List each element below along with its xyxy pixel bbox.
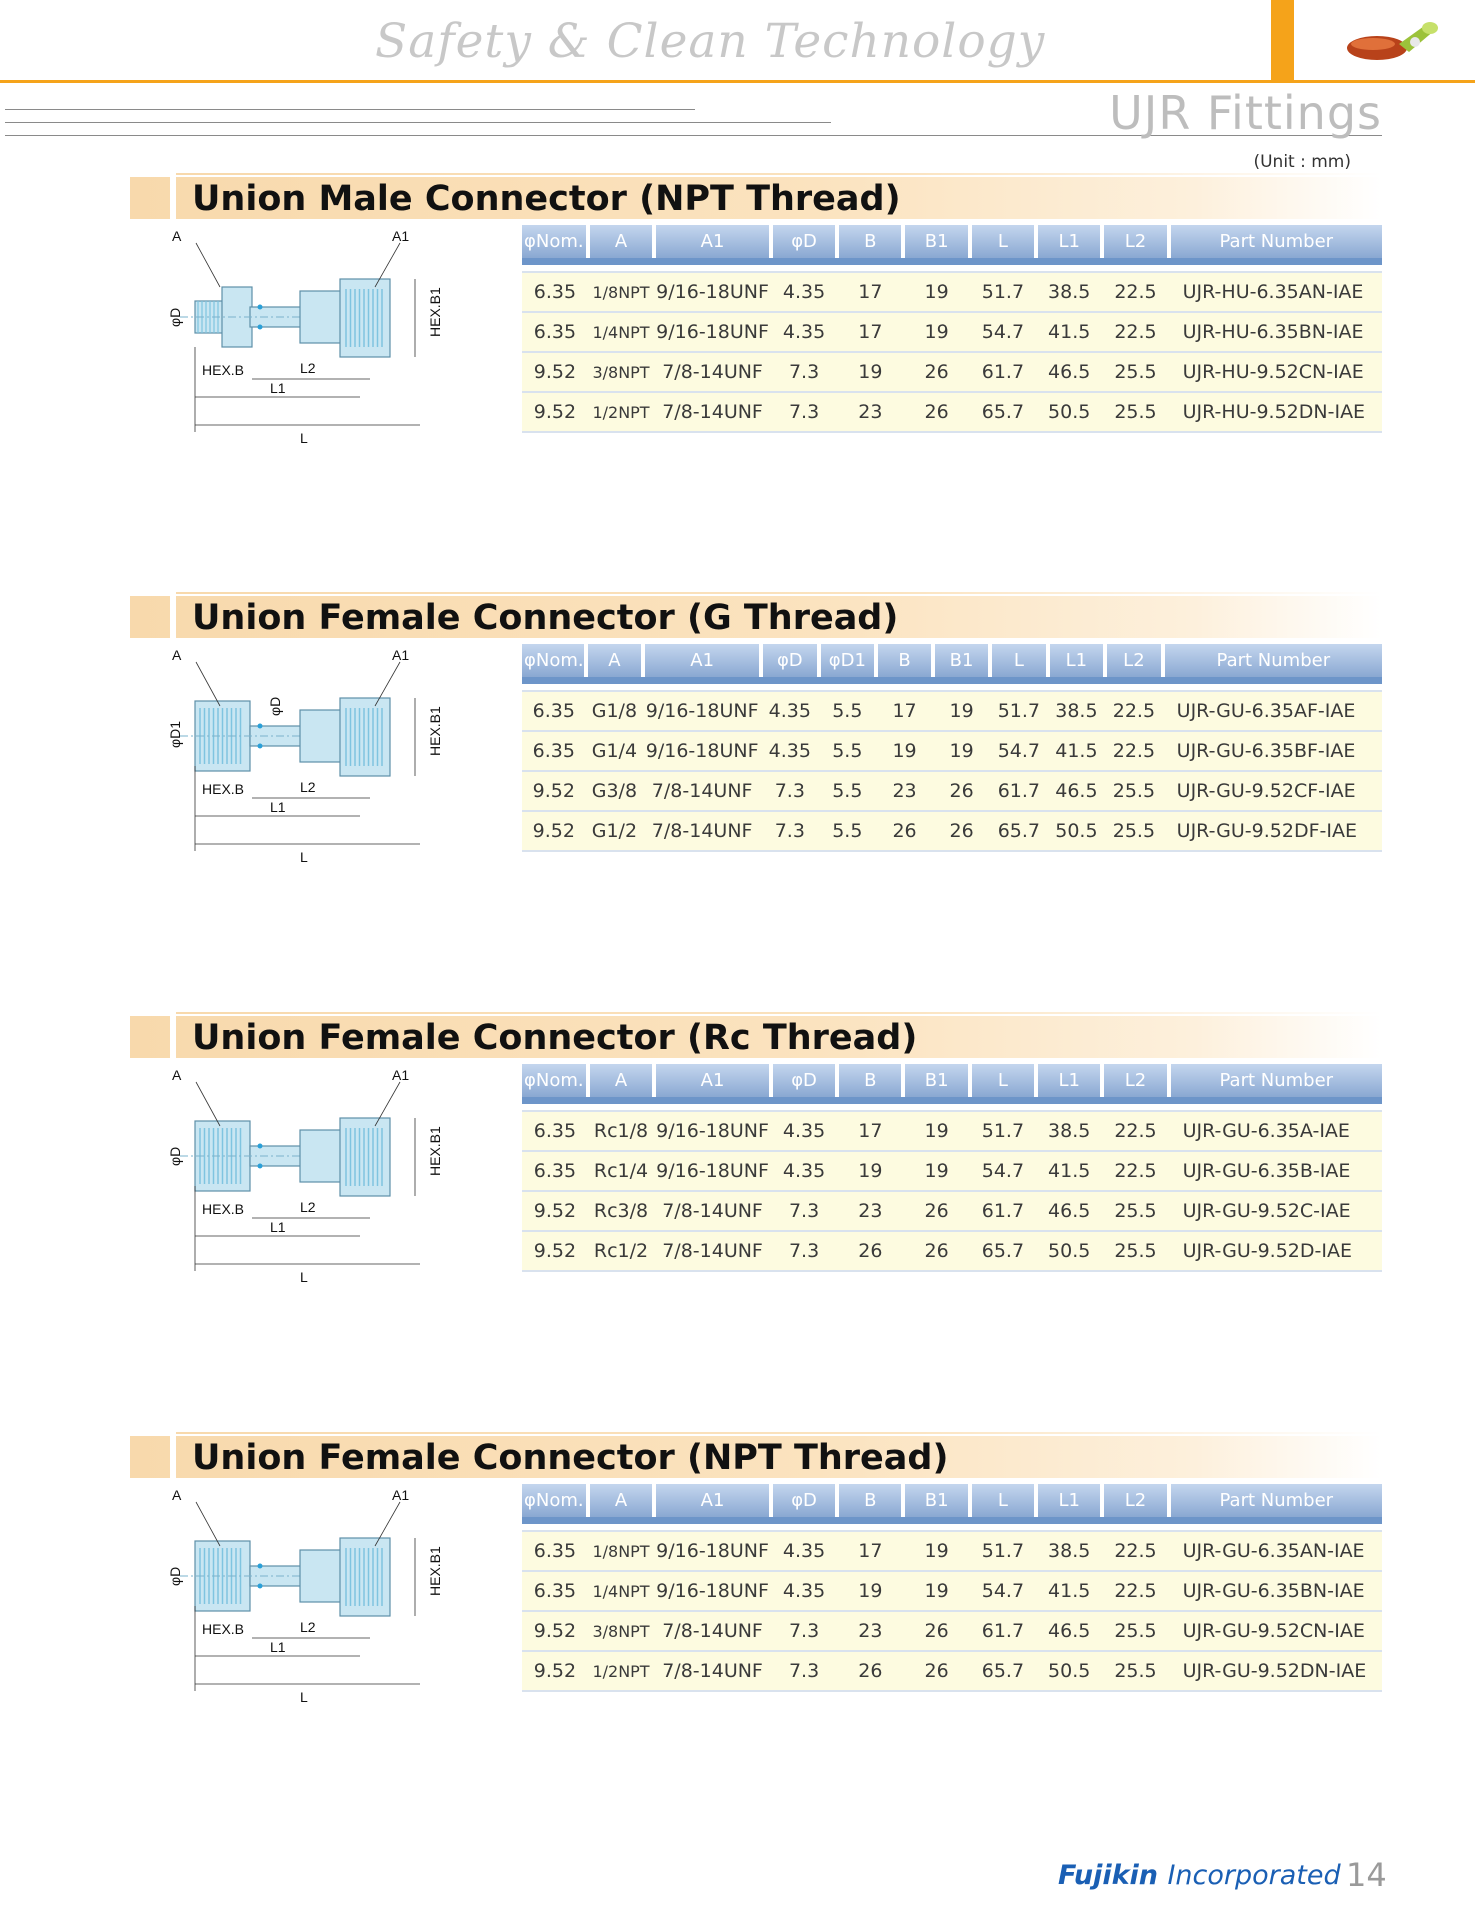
column-header: B1 xyxy=(933,644,990,677)
table-cell: 9/16-18UNF xyxy=(654,1111,771,1151)
table-cell: 22.5 xyxy=(1105,731,1163,771)
table-cell: 25.5 xyxy=(1102,392,1168,432)
accent-bar xyxy=(1271,0,1294,82)
fitting-cross-section xyxy=(160,1066,460,1296)
table-cell: 19 xyxy=(837,1151,903,1191)
fitting-drawing xyxy=(160,227,460,457)
label-a: A xyxy=(172,1487,182,1503)
table-header-row xyxy=(522,1064,1382,1097)
column-header: L1 xyxy=(1048,644,1106,677)
section-title: Union Female Connector (G Thread) xyxy=(192,598,899,638)
table-cell: 38.5 xyxy=(1036,1111,1102,1151)
table-cell: 7.3 xyxy=(771,352,837,392)
table-cell: 7.3 xyxy=(761,771,819,811)
column-header: A xyxy=(588,225,654,258)
table-row xyxy=(522,392,1382,432)
table-cell: Rc3/8 xyxy=(588,1191,654,1231)
table-cell: 1/2NPT xyxy=(588,392,654,432)
column-header: A1 xyxy=(654,1064,771,1097)
table-header-row xyxy=(522,644,1382,677)
unit-note: (Unit : mm) xyxy=(1253,152,1351,172)
table-cell: 9.52 xyxy=(522,1611,588,1651)
table-cell: 22.5 xyxy=(1105,691,1163,731)
table-cell: 25.5 xyxy=(1102,1231,1168,1271)
table-header-row xyxy=(522,225,1382,258)
table-row xyxy=(522,811,1382,851)
table-cell: 25.5 xyxy=(1105,771,1163,811)
column-header: L xyxy=(970,1064,1036,1097)
table-cell: 7/8-14UNF xyxy=(654,1191,771,1231)
column-header: A1 xyxy=(654,1484,771,1517)
label-l1: L1 xyxy=(270,799,286,815)
part-number-cell: UJR-GU-6.35B-IAE xyxy=(1169,1151,1382,1191)
table-cell: 25.5 xyxy=(1105,811,1163,851)
table-cell: 1/8NPT xyxy=(588,272,654,312)
table-cell: 38.5 xyxy=(1048,691,1106,731)
label-d: φD xyxy=(167,1146,183,1166)
table-cell: 22.5 xyxy=(1102,272,1168,312)
table-cell: G1/4 xyxy=(586,731,644,771)
table-cell: 22.5 xyxy=(1102,1111,1168,1151)
table-cell: 9/16-18UNF xyxy=(643,731,761,771)
table-cell: 54.7 xyxy=(970,312,1036,352)
label-l: L xyxy=(300,1269,308,1285)
label-a: A xyxy=(172,647,182,663)
label-hexb: HEX.B xyxy=(202,781,245,797)
column-header: B1 xyxy=(903,1484,969,1517)
table-cell: 7/8-14UNF xyxy=(654,392,771,432)
table-cell: 22.5 xyxy=(1102,1531,1168,1571)
table-cell: 41.5 xyxy=(1036,1571,1102,1611)
table-cell: 4.35 xyxy=(771,1531,837,1571)
label-a: A xyxy=(172,228,182,244)
table-row xyxy=(522,1151,1382,1191)
label-d: φD xyxy=(167,307,183,327)
part-number-cell: UJR-GU-9.52CF-IAE xyxy=(1163,771,1382,811)
table-cell: 7/8-14UNF xyxy=(654,352,771,392)
table-cell: 7.3 xyxy=(771,1191,837,1231)
table-cell: 25.5 xyxy=(1102,352,1168,392)
header-rule-1 xyxy=(5,109,695,110)
tagline: Safety & Clean Technology xyxy=(375,14,1046,69)
section-topline xyxy=(176,173,1382,175)
table-cell: 1/2NPT xyxy=(588,1651,654,1691)
part-number-cell: UJR-GU-6.35AF-IAE xyxy=(1163,691,1382,731)
section-title: Union Female Connector (Rc Thread) xyxy=(192,1018,918,1058)
label-a1: A1 xyxy=(392,228,410,244)
table-cell: 19 xyxy=(903,272,969,312)
table-cell: 9/16-18UNF xyxy=(654,312,771,352)
table-cell: 41.5 xyxy=(1048,731,1106,771)
label-l1: L1 xyxy=(270,1639,286,1655)
column-header: φNom. xyxy=(522,1064,588,1097)
section-title: Union Male Connector (NPT Thread) xyxy=(192,179,901,219)
table-cell: 51.7 xyxy=(990,691,1048,731)
table-cell: 50.5 xyxy=(1036,1651,1102,1691)
table-cell: 5.5 xyxy=(819,771,876,811)
part-number-cell: UJR-GU-9.52DN-IAE xyxy=(1169,1651,1382,1691)
label-hexb1: HEX.B1 xyxy=(427,1546,443,1596)
table-cell: 4.35 xyxy=(771,312,837,352)
table-cell: 19 xyxy=(903,1531,969,1571)
column-header: L2 xyxy=(1102,1484,1168,1517)
table-cell: 26 xyxy=(933,771,990,811)
table-row xyxy=(522,1111,1382,1151)
part-number-cell: UJR-GU-6.35BN-IAE xyxy=(1169,1571,1382,1611)
column-header: φD xyxy=(761,644,819,677)
column-header: Part Number xyxy=(1169,1064,1382,1097)
table-cell: 9.52 xyxy=(522,392,588,432)
header-rule-2 xyxy=(5,122,831,123)
fitting-cross-section xyxy=(160,646,460,876)
spec-table xyxy=(522,1064,1382,1272)
table-cell: 9.52 xyxy=(522,1651,588,1691)
column-header: A1 xyxy=(654,225,771,258)
section-topline xyxy=(176,1432,1382,1434)
label-d: φD xyxy=(167,1566,183,1586)
table-cell: G1/8 xyxy=(586,691,644,731)
table-cell: 4.35 xyxy=(771,1571,837,1611)
brand-suffix: Incorporated xyxy=(1167,1860,1341,1891)
column-header: L xyxy=(970,225,1036,258)
column-header: L1 xyxy=(1036,1484,1102,1517)
table-cell: 17 xyxy=(876,691,933,731)
table-cell: 61.7 xyxy=(990,771,1048,811)
table-cell: 25.5 xyxy=(1102,1611,1168,1651)
table-cell: 5.5 xyxy=(819,691,876,731)
table-cell: 65.7 xyxy=(970,1231,1036,1271)
table-cell: 26 xyxy=(903,1231,969,1271)
table-cell: 41.5 xyxy=(1036,1151,1102,1191)
table-row xyxy=(522,1611,1382,1651)
table-cell: 7.3 xyxy=(761,811,819,851)
table-header-row xyxy=(522,1484,1382,1517)
table-cell: 4.35 xyxy=(771,272,837,312)
column-header: Part Number xyxy=(1163,644,1382,677)
company-logo xyxy=(1058,1860,1341,1891)
table-row xyxy=(522,1231,1382,1271)
label-d: φD xyxy=(267,696,283,716)
table-cell: 46.5 xyxy=(1048,771,1106,811)
table-cell: 25.5 xyxy=(1102,1191,1168,1231)
fitting-drawing xyxy=(160,646,460,876)
table-cell: 54.7 xyxy=(970,1571,1036,1611)
table-row xyxy=(522,272,1382,312)
table-cell: 7.3 xyxy=(771,1231,837,1271)
table-cell: 7/8-14UNF xyxy=(643,771,761,811)
label-a1: A1 xyxy=(392,1067,410,1083)
table-cell: 26 xyxy=(903,352,969,392)
table-cell: 9.52 xyxy=(522,1191,588,1231)
table-cell: 19 xyxy=(933,691,990,731)
section-topline xyxy=(176,592,1382,594)
table-cell: 25.5 xyxy=(1102,1651,1168,1691)
page-heading: UJR Fittings xyxy=(1109,86,1382,140)
table-cell: 6.35 xyxy=(522,1571,588,1611)
part-number-cell: UJR-HU-6.35BN-IAE xyxy=(1169,312,1382,352)
column-header: φNom. xyxy=(522,644,586,677)
table-row xyxy=(522,771,1382,811)
label-hexb1: HEX.B1 xyxy=(427,287,443,337)
table-cell: 4.35 xyxy=(761,731,819,771)
brand-name: Fujikin xyxy=(1058,1860,1159,1891)
table-cell: 19 xyxy=(903,1151,969,1191)
spec-table xyxy=(522,644,1382,852)
table-cell: 9.52 xyxy=(522,771,586,811)
table-cell: 19 xyxy=(876,731,933,771)
column-header: φNom. xyxy=(522,1484,588,1517)
table-cell: 9.52 xyxy=(522,1231,588,1271)
label-l: L xyxy=(300,1689,308,1705)
label-a1: A1 xyxy=(392,1487,410,1503)
label-l2: L2 xyxy=(300,1199,316,1215)
table-cell: 65.7 xyxy=(970,392,1036,432)
column-header: φD xyxy=(771,1064,837,1097)
column-header: φD xyxy=(771,1484,837,1517)
table-cell: 5.5 xyxy=(819,731,876,771)
table-cell: 46.5 xyxy=(1036,352,1102,392)
table-cell: 65.7 xyxy=(990,811,1048,851)
column-header: L xyxy=(970,1484,1036,1517)
table-cell: 26 xyxy=(876,811,933,851)
table-cell: 46.5 xyxy=(1036,1611,1102,1651)
table-row xyxy=(522,1651,1382,1691)
table-cell: 7.3 xyxy=(771,1651,837,1691)
table-cell: 19 xyxy=(837,352,903,392)
section-title: Union Female Connector (NPT Thread) xyxy=(192,1438,949,1478)
table-cell: 26 xyxy=(903,1651,969,1691)
table-cell: 23 xyxy=(837,392,903,432)
part-number-cell: UJR-GU-6.35BF-IAE xyxy=(1163,731,1382,771)
table-cell: 26 xyxy=(903,1611,969,1651)
table-cell: 26 xyxy=(903,1191,969,1231)
fitting-cross-section xyxy=(160,227,460,457)
table-cell: 26 xyxy=(933,811,990,851)
spec-table xyxy=(522,1484,1382,1692)
table-cell: 54.7 xyxy=(990,731,1048,771)
table-cell: 9/16-18UNF xyxy=(654,272,771,312)
label-l1: L1 xyxy=(270,1219,286,1235)
table-cell: Rc1/2 xyxy=(588,1231,654,1271)
table-cell: 54.7 xyxy=(970,1151,1036,1191)
column-header: Part Number xyxy=(1169,225,1382,258)
table-cell: 9/16-18UNF xyxy=(654,1571,771,1611)
table-cell: Rc1/4 xyxy=(588,1151,654,1191)
label-hexb: HEX.B xyxy=(202,1621,245,1637)
table-cell: 51.7 xyxy=(970,1111,1036,1151)
table-cell: 26 xyxy=(837,1231,903,1271)
table-cell: 3/8NPT xyxy=(588,1611,654,1651)
part-number-cell: UJR-HU-9.52DN-IAE xyxy=(1169,392,1382,432)
table-cell: 19 xyxy=(933,731,990,771)
table-cell: 19 xyxy=(903,1111,969,1151)
table-cell: 7.3 xyxy=(771,392,837,432)
part-number-cell: UJR-GU-9.52C-IAE xyxy=(1169,1191,1382,1231)
table-row xyxy=(522,1531,1382,1571)
table-cell: 7/8-14UNF xyxy=(654,1651,771,1691)
label-l2: L2 xyxy=(300,779,316,795)
column-header: L1 xyxy=(1036,225,1102,258)
page-number: 14 xyxy=(1346,1856,1387,1894)
label-hexb: HEX.B xyxy=(202,1201,245,1217)
table-cell: 6.35 xyxy=(522,731,586,771)
table-row xyxy=(522,731,1382,771)
table-cell: 6.35 xyxy=(522,272,588,312)
column-header: L2 xyxy=(1105,644,1163,677)
label-hexb1: HEX.B1 xyxy=(427,1126,443,1176)
table-cell: 9.52 xyxy=(522,352,588,392)
table-cell: 6.35 xyxy=(522,691,586,731)
table-cell: 3/8NPT xyxy=(588,352,654,392)
table-cell: 61.7 xyxy=(970,352,1036,392)
table-cell: 4.35 xyxy=(771,1111,837,1151)
table-cell: 51.7 xyxy=(970,1531,1036,1571)
table-cell: 7/8-14UNF xyxy=(643,811,761,851)
table-cell: 23 xyxy=(876,771,933,811)
part-number-cell: UJR-HU-6.35AN-IAE xyxy=(1169,272,1382,312)
table-cell: 17 xyxy=(837,272,903,312)
table-cell: 41.5 xyxy=(1036,312,1102,352)
table-cell: 9/16-18UNF xyxy=(654,1531,771,1571)
column-header: B xyxy=(837,225,903,258)
table-cell: 7.3 xyxy=(771,1611,837,1651)
label-d1: φD1 xyxy=(167,721,183,748)
part-number-cell: UJR-GU-9.52DF-IAE xyxy=(1163,811,1382,851)
table-cell: 9/16-18UNF xyxy=(643,691,761,731)
column-header: A1 xyxy=(643,644,761,677)
label-l: L xyxy=(300,849,308,865)
table-cell: 6.35 xyxy=(522,1531,588,1571)
part-number-cell: UJR-HU-9.52CN-IAE xyxy=(1169,352,1382,392)
table-cell: 61.7 xyxy=(970,1611,1036,1651)
table-cell: 4.35 xyxy=(771,1151,837,1191)
table-cell: 50.5 xyxy=(1036,392,1102,432)
label-hexb: HEX.B xyxy=(202,362,245,378)
table-cell: 22.5 xyxy=(1102,1571,1168,1611)
table-cell: 17 xyxy=(837,312,903,352)
label-a: A xyxy=(172,1067,182,1083)
table-cell: 17 xyxy=(837,1531,903,1571)
table-cell: G1/2 xyxy=(586,811,644,851)
column-header: L2 xyxy=(1102,225,1168,258)
table-cell: 26 xyxy=(837,1651,903,1691)
column-header: L xyxy=(990,644,1048,677)
table-cell: 22.5 xyxy=(1102,1151,1168,1191)
column-header: B xyxy=(837,1064,903,1097)
table-cell: 65.7 xyxy=(970,1651,1036,1691)
table-cell: 19 xyxy=(903,1571,969,1611)
table-cell: 38.5 xyxy=(1036,1531,1102,1571)
table-cell: 50.5 xyxy=(1048,811,1106,851)
part-number-cell: UJR-GU-9.52CN-IAE xyxy=(1169,1611,1382,1651)
page-header xyxy=(0,0,1475,90)
table-cell: G3/8 xyxy=(586,771,644,811)
table-row xyxy=(522,1571,1382,1611)
part-number-cell: UJR-GU-6.35AN-IAE xyxy=(1169,1531,1382,1571)
label-a1: A1 xyxy=(392,647,410,663)
table-cell: 9/16-18UNF xyxy=(654,1151,771,1191)
column-header: A xyxy=(588,1484,654,1517)
table-cell: 6.35 xyxy=(522,312,588,352)
table-cell: 22.5 xyxy=(1102,312,1168,352)
table-cell: 7/8-14UNF xyxy=(654,1231,771,1271)
table-cell: 51.7 xyxy=(970,272,1036,312)
column-header: φD xyxy=(771,225,837,258)
table-cell: 50.5 xyxy=(1036,1231,1102,1271)
table-cell: 19 xyxy=(837,1571,903,1611)
fitting-cross-section xyxy=(160,1486,460,1716)
table-cell: 5.5 xyxy=(819,811,876,851)
table-row xyxy=(522,1191,1382,1231)
table-cell: 7/8-14UNF xyxy=(654,1611,771,1651)
accent-rule xyxy=(0,80,1475,83)
fitting-drawing xyxy=(160,1486,460,1716)
column-header: A xyxy=(586,644,644,677)
table-row xyxy=(522,691,1382,731)
table-cell: 6.35 xyxy=(522,1111,588,1151)
column-header: φD1 xyxy=(819,644,876,677)
table-row xyxy=(522,312,1382,352)
label-l: L xyxy=(300,430,308,446)
column-header: L2 xyxy=(1102,1064,1168,1097)
table-cell: 23 xyxy=(837,1611,903,1651)
column-header: B1 xyxy=(903,225,969,258)
part-number-cell: UJR-GU-6.35A-IAE xyxy=(1169,1111,1382,1151)
table-cell: 61.7 xyxy=(970,1191,1036,1231)
table-cell: 26 xyxy=(903,392,969,432)
spec-table xyxy=(522,225,1382,433)
column-header: B xyxy=(876,644,933,677)
table-cell: 23 xyxy=(837,1191,903,1231)
table-cell: 6.35 xyxy=(522,1151,588,1191)
column-header: A xyxy=(588,1064,654,1097)
table-cell: 46.5 xyxy=(1036,1191,1102,1231)
column-header: B1 xyxy=(903,1064,969,1097)
label-l1: L1 xyxy=(270,380,286,396)
section-topline xyxy=(176,1012,1382,1014)
label-l2: L2 xyxy=(300,1619,316,1635)
table-row xyxy=(522,352,1382,392)
table-cell: 19 xyxy=(903,312,969,352)
table-cell: 4.35 xyxy=(761,691,819,731)
column-header: B xyxy=(837,1484,903,1517)
label-l2: L2 xyxy=(300,360,316,376)
table-cell: 1/8NPT xyxy=(588,1531,654,1571)
table-cell: 9.52 xyxy=(522,811,586,851)
part-number-cell: UJR-GU-9.52D-IAE xyxy=(1169,1231,1382,1271)
table-cell: 38.5 xyxy=(1036,272,1102,312)
label-hexb1: HEX.B1 xyxy=(427,706,443,756)
table-cell: 17 xyxy=(837,1111,903,1151)
column-header: Part Number xyxy=(1169,1484,1382,1517)
fitting-drawing xyxy=(160,1066,460,1296)
column-header: φNom. xyxy=(522,225,588,258)
column-header: L1 xyxy=(1036,1064,1102,1097)
table-cell: Rc1/8 xyxy=(588,1111,654,1151)
fitting-photo-icon xyxy=(1335,12,1445,67)
table-cell: 1/4NPT xyxy=(588,312,654,352)
table-cell: 1/4NPT xyxy=(588,1571,654,1611)
